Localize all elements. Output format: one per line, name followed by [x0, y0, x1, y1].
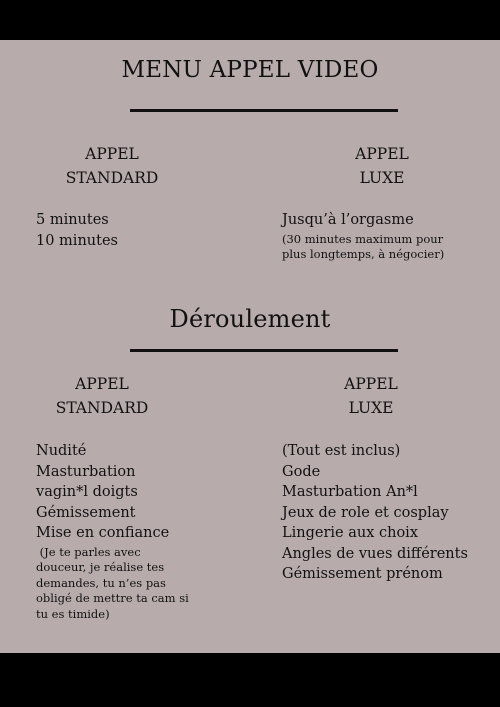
standard-features-list [36, 441, 189, 622]
section-divider [130, 349, 398, 352]
list-item: Masturbation An*l [282, 484, 418, 500]
standard-heading-line1: APPEL [75, 375, 129, 393]
note-line: obligé de mettre ta cam si [36, 591, 189, 605]
note-line: (30 minutes maximum pour [282, 231, 444, 246]
note-line: demandes, tu n’es pas [36, 575, 166, 590]
luxe-heading-line2: LUXE [348, 399, 394, 417]
list-item: Jusqu’à l’orgasme [282, 212, 414, 228]
standard-duration-list [36, 210, 118, 251]
list-item: 10 minutes [36, 232, 118, 249]
list-item: Nudité [36, 443, 87, 459]
list-item: Gode [282, 463, 321, 480]
standard-call-heading-2 [42, 372, 162, 420]
title-divider [130, 109, 398, 112]
luxe-duration-list [282, 210, 444, 263]
list-item: Angles de vues différents [282, 545, 468, 562]
section-title-deroulement: Déroulement [169, 305, 331, 333]
list-item: Mise en confiance [36, 525, 170, 541]
standard-features-note [36, 545, 189, 623]
list-item: Masturbation [36, 463, 136, 480]
standard-heading-line1: APPEL [85, 145, 139, 163]
list-item: Gémissement prénom [282, 566, 443, 582]
standard-call-heading [52, 142, 172, 190]
list-item: vagin*l doigts [36, 484, 138, 500]
luxe-heading-line2: LUXE [359, 169, 405, 187]
list-item: Lingerie aux choix [282, 525, 419, 541]
luxe-call-heading-2 [311, 372, 431, 420]
note-line: tu es timide) [36, 606, 110, 621]
note-line: (Je te parles avec [36, 544, 141, 559]
luxe-heading-line1: APPEL [344, 375, 398, 393]
list-item: Gémissement [36, 504, 136, 521]
luxe-heading-line1: APPEL [355, 145, 409, 163]
luxe-duration-note [282, 232, 444, 263]
note-line: plus longtemps, à négocier) [282, 247, 445, 261]
luxe-call-heading [322, 142, 442, 190]
note-line: douceur, je réalise tes [36, 560, 165, 574]
list-item: 5 minutes [36, 212, 109, 228]
luxe-features-list [282, 441, 468, 585]
standard-heading-line2: STANDARD [55, 399, 149, 417]
list-item: Jeux de role et cosplay [282, 504, 449, 521]
menu-title: MENU APPEL VIDEO [121, 57, 379, 83]
list-item: (Tout est inclus) [282, 443, 401, 459]
menu-page [0, 40, 500, 653]
standard-heading-line2: STANDARD [65, 169, 159, 187]
